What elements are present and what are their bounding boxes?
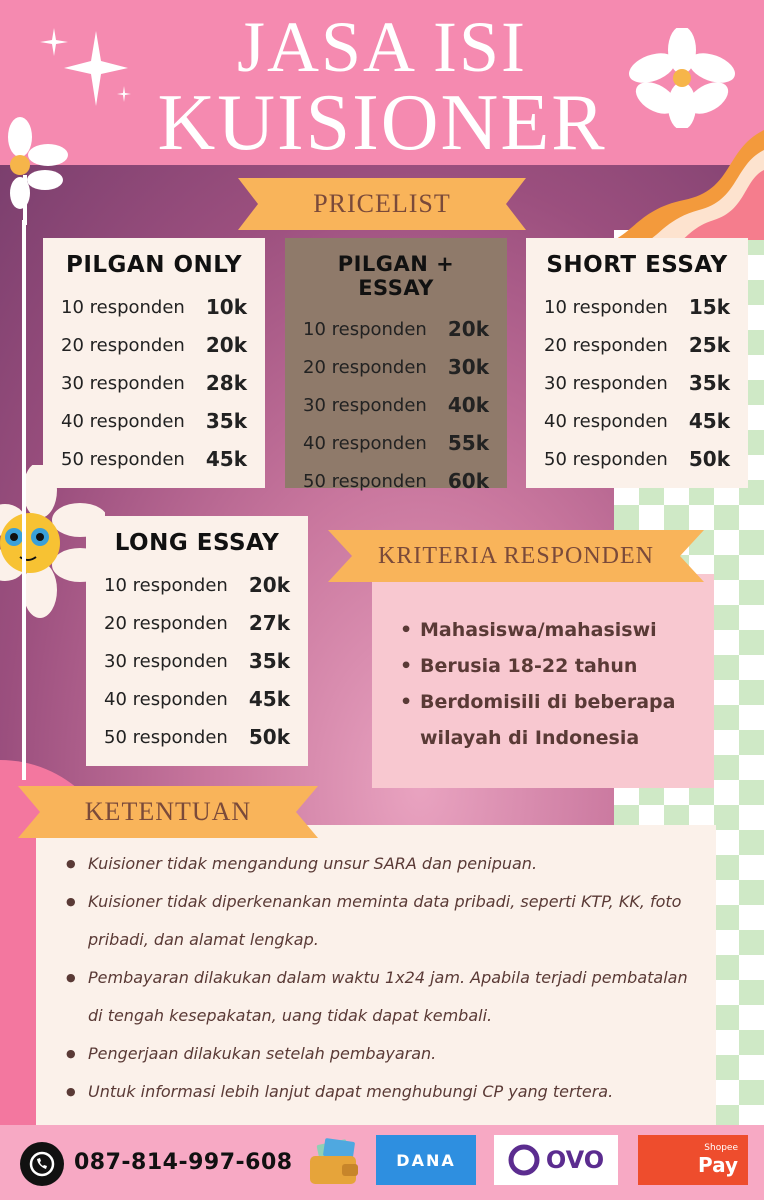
price: 35k bbox=[688, 371, 730, 395]
price-row bbox=[303, 424, 489, 462]
card-long-essay bbox=[86, 516, 308, 766]
price: 50k bbox=[248, 725, 290, 749]
price: 55k bbox=[447, 431, 489, 455]
ovo-logo bbox=[494, 1135, 618, 1185]
price-row bbox=[104, 642, 290, 680]
card-pilgan-essay bbox=[285, 238, 507, 493]
price-row bbox=[544, 402, 730, 440]
kriteria-ribbon bbox=[328, 530, 704, 582]
price-row bbox=[544, 440, 730, 478]
price: 35k bbox=[248, 649, 290, 673]
responden-count: 50 responden bbox=[61, 448, 185, 470]
responden-count: 50 responden bbox=[544, 448, 668, 470]
responden-count: 20 responden bbox=[544, 334, 668, 356]
wallet-icon bbox=[308, 1138, 362, 1186]
price-row bbox=[104, 604, 290, 642]
price-row bbox=[544, 326, 730, 364]
ketentuan-item: ● Kuisioner tidak mengandung unsur SARA dan penipuan. bbox=[66, 845, 694, 883]
price-row bbox=[544, 288, 730, 326]
price: 45k bbox=[688, 409, 730, 433]
price-row bbox=[303, 386, 489, 424]
kriteria-item: • Mahasiswa/mahasiswi bbox=[400, 612, 694, 648]
price-row bbox=[61, 364, 247, 402]
price-row bbox=[303, 462, 489, 500]
ketentuan-box bbox=[36, 825, 716, 1125]
ketentuan-label: KETENTUAN bbox=[84, 797, 252, 826]
price-row bbox=[61, 440, 247, 478]
page-title-line-1: JASA ISI bbox=[236, 7, 528, 87]
price: 15k bbox=[688, 295, 730, 319]
responden-count: 10 responden bbox=[104, 574, 228, 596]
price: 28k bbox=[205, 371, 247, 395]
responden-count: 30 responden bbox=[104, 650, 228, 672]
ovo-label: OVO bbox=[545, 1146, 605, 1174]
price-row bbox=[61, 402, 247, 440]
whatsapp-icon bbox=[20, 1142, 64, 1186]
kriteria-label: KRITERIA RESPONDEN bbox=[377, 542, 654, 569]
ketentuan-ribbon bbox=[18, 786, 318, 838]
responden-count: 40 responden bbox=[544, 410, 668, 432]
responden-count: 30 responden bbox=[61, 372, 185, 394]
ketentuan-item: ● Untuk informasi lebih lanjut dapat menghubungi CP yang tertera. bbox=[66, 1073, 694, 1111]
ovo-icon bbox=[508, 1144, 540, 1176]
price: 27k bbox=[248, 611, 290, 635]
flower-stem bbox=[22, 220, 28, 780]
responden-count: 10 responden bbox=[544, 296, 668, 318]
card-title: SHORT ESSAY bbox=[546, 252, 728, 278]
price: 45k bbox=[205, 447, 247, 471]
price: 35k bbox=[205, 409, 247, 433]
responden-count: 20 responden bbox=[104, 612, 228, 634]
price-row bbox=[61, 288, 247, 326]
responden-count: 30 responden bbox=[303, 394, 427, 416]
shopee-label: Shopee bbox=[704, 1143, 738, 1153]
ketentuan-item: ● Pembayaran dilakukan dalam waktu 1x24 jam. Apabila terjadi pembatalan di tengah kesepakatan, uang tidak dapat kembali. bbox=[66, 959, 694, 1035]
price: 20k bbox=[447, 317, 489, 341]
price: 60k bbox=[447, 469, 489, 493]
price: 20k bbox=[248, 573, 290, 597]
price: 45k bbox=[248, 687, 290, 711]
ketentuan-item: ● Pengerjaan dilakukan setelah pembayaran. bbox=[66, 1035, 694, 1073]
price-row bbox=[544, 364, 730, 402]
responden-count: 10 responden bbox=[303, 318, 427, 340]
price-row bbox=[104, 566, 290, 604]
responden-count: 50 responden bbox=[303, 470, 427, 492]
responden-count: 20 responden bbox=[61, 334, 185, 356]
shopeepay-logo bbox=[638, 1135, 748, 1185]
price: 30k bbox=[447, 355, 489, 379]
responden-count: 40 responden bbox=[61, 410, 185, 432]
price: 40k bbox=[447, 393, 489, 417]
kriteria-item: • Berusia 18-22 tahun bbox=[400, 648, 694, 684]
responden-count: 30 responden bbox=[544, 372, 668, 394]
responden-count: 40 responden bbox=[303, 432, 427, 454]
price: 10k bbox=[205, 295, 247, 319]
price-row bbox=[104, 718, 290, 756]
ketentuan-item: ● Kuisioner tidak diperkenankan meminta data pribadi, seperti KTP, KK, foto pribadi, dan alamat lengkap. bbox=[66, 883, 694, 959]
dana-logo bbox=[376, 1135, 476, 1185]
price-row bbox=[104, 680, 290, 718]
price: 50k bbox=[688, 447, 730, 471]
price-row bbox=[61, 326, 247, 364]
pay-label: Pay bbox=[697, 1153, 738, 1177]
price: 20k bbox=[205, 333, 247, 357]
card-title: LONG ESSAY bbox=[114, 530, 280, 556]
card-title: PILGAN + ESSAY bbox=[337, 252, 455, 300]
pricelist-ribbon bbox=[238, 178, 526, 230]
kriteria-item: • Berdomisili di beberapa wilayah di Indonesia bbox=[400, 684, 694, 756]
responden-count: 20 responden bbox=[303, 356, 427, 378]
price-row bbox=[303, 348, 489, 386]
card-title: PILGAN ONLY bbox=[65, 252, 243, 278]
card-pilgan-only bbox=[43, 238, 265, 488]
kriteria-box bbox=[372, 574, 714, 788]
pricelist-label: PRICELIST bbox=[313, 189, 451, 218]
responden-count: 10 responden bbox=[61, 296, 185, 318]
responden-count: 50 responden bbox=[104, 726, 228, 748]
price: 25k bbox=[688, 333, 730, 357]
card-short-essay bbox=[526, 238, 748, 488]
contact-phone: 087-814-997-608 bbox=[74, 1150, 293, 1175]
responden-count: 40 responden bbox=[104, 688, 228, 710]
page-title-line-2: KUISIONER bbox=[157, 79, 607, 167]
price-row bbox=[303, 310, 489, 348]
dana-label: DANA bbox=[396, 1150, 456, 1170]
